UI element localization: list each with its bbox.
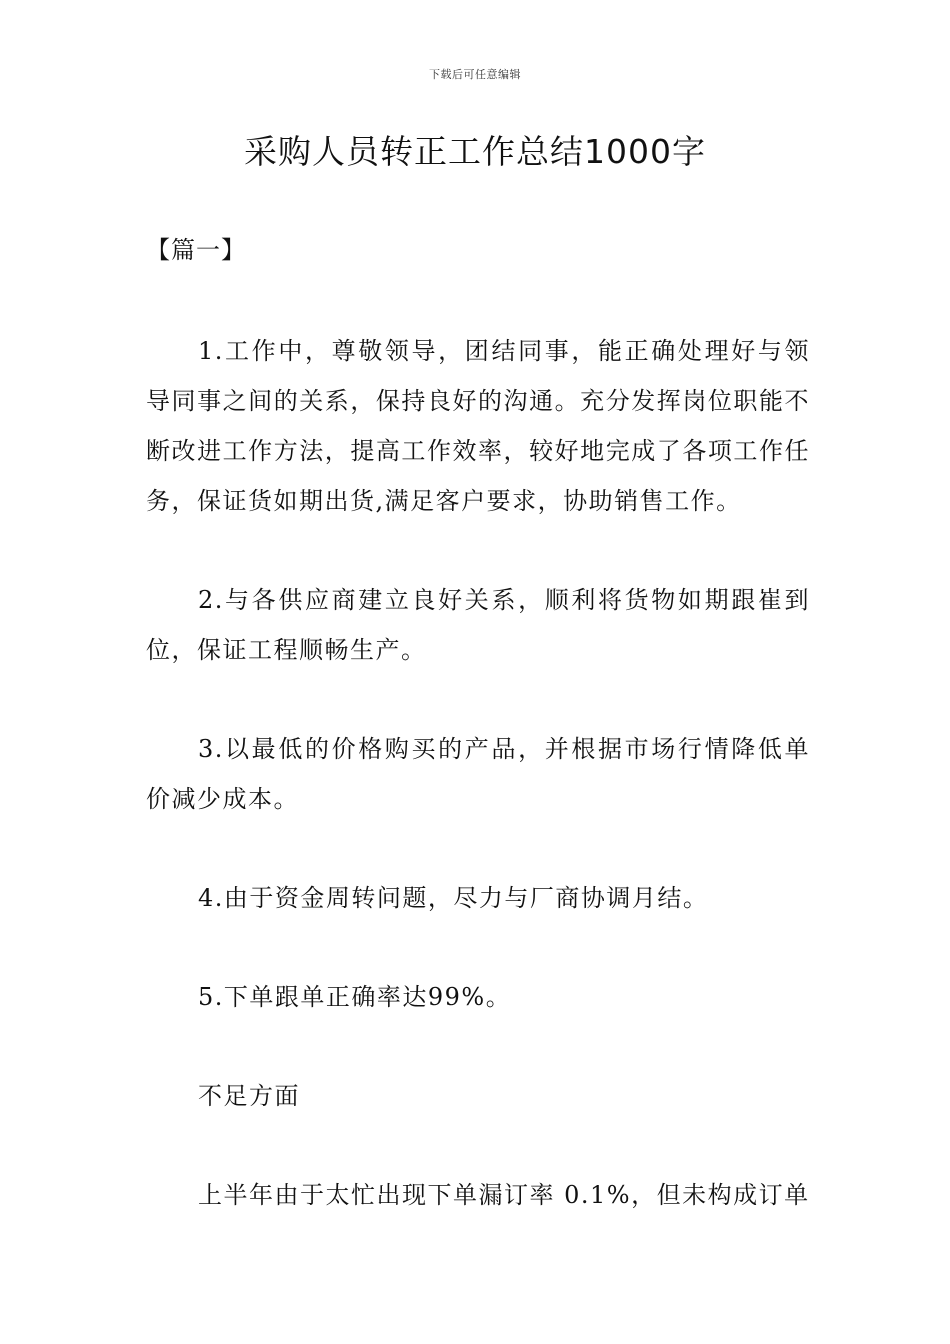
paragraph-item-5: 5.下单跟单正确率达99%。	[198, 983, 512, 1011]
paragraph-shortcomings: 上半年由于太忙出现下单漏订率 0.1%，但未构成订单	[198, 1181, 810, 1209]
document-title: 采购人员转正工作总结1000字	[244, 132, 706, 171]
subheading-shortcomings: 不足方面	[198, 1082, 300, 1110]
header-note: 下载后可任意编辑	[429, 68, 521, 81]
paragraph-item-3: 3.以最低的价格购买的产品，并根据市场行情降低单价减少成本。	[146, 735, 810, 813]
section-label: 【篇一】	[146, 236, 246, 264]
paragraph-item-4: 4.由于资金周转问题，尽力与厂商协调月结。	[198, 884, 709, 912]
paragraph-item-1: 1.工作中，尊敬领导，团结同事，能正确处理好与领导同事之间的关系，保持良好的沟通。充分发挥岗位职能不断改进工作方法，提高工作效率，较好地完成了各项工作任务，保证货如期出货,满足客户要求，协助销售工作。	[146, 337, 810, 515]
paragraph-item-2: 2.与各供应商建立良好关系，顺利将货物如期跟崔到位，保证工程顺畅生产。	[146, 586, 810, 664]
